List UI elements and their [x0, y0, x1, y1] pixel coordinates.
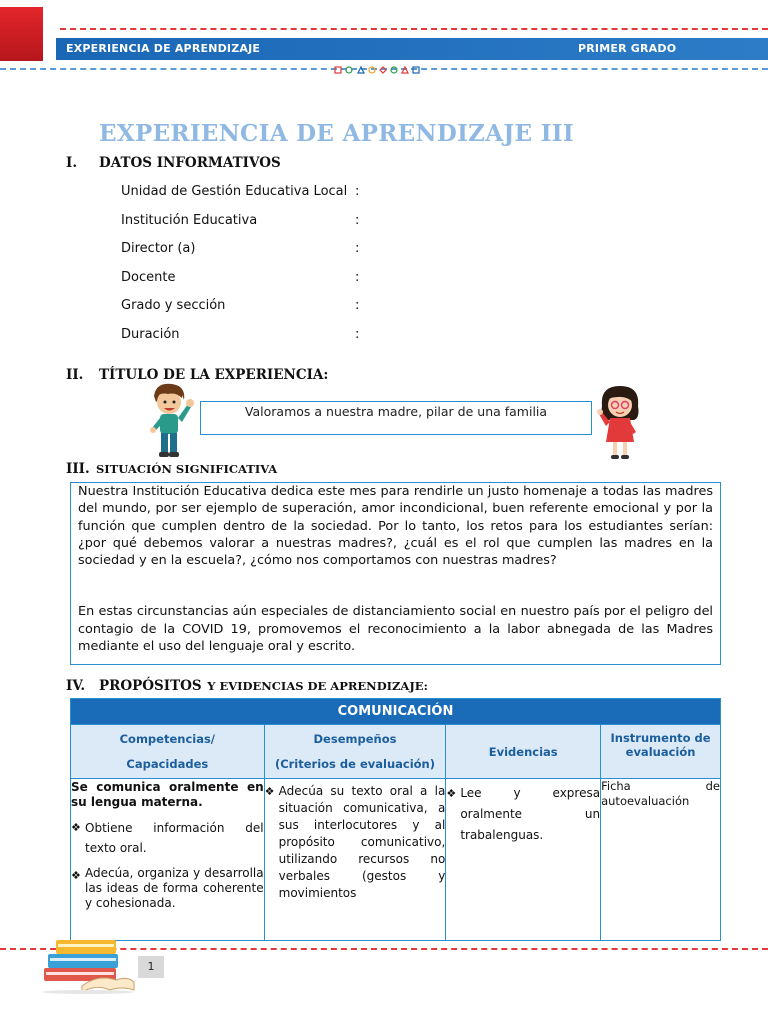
page-number: 1 — [138, 956, 164, 978]
info-label-institucion: Institución Educativa — [121, 213, 258, 228]
table-cell-desempenos — [264, 779, 446, 941]
section-1-number: I. — [66, 155, 78, 171]
situacion-significativa-box — [70, 482, 721, 665]
capacidad-item-1 — [71, 818, 264, 858]
info-row-grado — [99, 298, 360, 313]
table-cell-evidencias — [446, 779, 601, 941]
evidencia-item — [446, 783, 600, 846]
evidencia-text: Lee y expresa oralmente un trabalenguas. — [460, 786, 601, 842]
experience-title-box: Valoramos a nuestra madre, pilar de una familia — [200, 401, 592, 435]
info-colon: : — [355, 270, 360, 285]
section-4-title-b: Y EVIDENCIAS DE APRENDIZAJE: — [207, 679, 428, 693]
info-label-docente: Docente — [121, 270, 176, 285]
boy-illustration-icon — [146, 382, 196, 462]
header-right-label: PRIMER GRADO — [578, 42, 677, 55]
column-header-desempenos-line2: (Criterios de evaluación) — [274, 757, 435, 771]
table-cell-instrumento — [601, 779, 721, 941]
desempeno-item — [265, 783, 446, 902]
section-4-heading — [66, 675, 428, 694]
section-3-heading — [66, 458, 277, 477]
header-bar — [56, 38, 768, 60]
info-colon: : — [355, 298, 360, 313]
info-colon: : — [355, 327, 360, 342]
desempeno-text: Adecúa su texto oral a la situación comunicativa, a sus interlocutores y al propósito comunicativo, utilizando recursos no verbales (gestos y movimientos — [278, 784, 446, 900]
diamond-bullet-icon: ❖ — [71, 869, 81, 882]
info-colon: : — [355, 241, 360, 256]
page-title: EXPERIENCIA DE APRENDIZAJE III — [99, 120, 574, 147]
section-1-title: DATOS INFORMATIVOS — [99, 155, 281, 171]
column-header-competencias-line2: Capacidades — [126, 757, 209, 771]
section-4-number: IV. — [66, 678, 86, 694]
table-area-header: COMUNICACIÓN — [71, 699, 721, 725]
info-row-duracion — [99, 327, 360, 342]
column-header-competencias-line1: Competencias/ — [119, 732, 216, 746]
info-row-docente — [99, 270, 360, 285]
capacidad-item-2 — [71, 866, 264, 911]
books-illustration-icon — [38, 936, 138, 994]
section-3-title: SITUACIÓN SIGNIFICATIVA — [96, 462, 278, 476]
info-label-ugel: Unidad de Gestión Educativa Local — [121, 184, 348, 199]
competencia-text: Se comunica oralmente en su lengua materna. — [71, 780, 264, 809]
column-header-desempenos-line1: Desempeños — [313, 732, 397, 746]
section-2-title: TÍTULO DE LA EXPERIENCIA: — [99, 367, 329, 383]
decorative-shapes-icon — [334, 64, 434, 76]
table-cell-competencias — [71, 779, 265, 941]
girl-illustration-icon — [596, 384, 644, 464]
info-row-institucion — [99, 213, 360, 228]
section-4-title-a: PROPÓSITOS — [99, 678, 202, 694]
diamond-bullet-icon: ❖ — [264, 785, 275, 798]
header-red-block — [0, 7, 43, 61]
situacion-paragraph-2: En estas circunstancias aún especiales de distanciamiento social en nuestro país por el peligro del contagio de la COVID 19, promovemos el reconocimiento a la labor abnegada de las Madres mediante el uso del lenguaje oral y escrito. — [78, 604, 713, 655]
situacion-paragraph-1: Nuestra Institución Educativa dedica este mes para rendirle un justo homenaje a todas las madres del mundo, por ser ejemplo de superación, amor incondicional, buen referente emocional y por la función que cumplen dentro de la sociedad. Por lo tanto, los retos para los estudiantes serían: ¿por qué debemos valorar a nuestras madres?, ¿cuál es el rol que cumplen las madres en la sociedad y en la escuela?, ¿cómo nos comportamos con nuestras madres? — [78, 484, 713, 569]
info-row-director — [99, 241, 360, 256]
column-header-desempenos — [264, 725, 446, 779]
diamond-bullet-icon: ❖ — [71, 821, 81, 834]
info-label-grado: Grado y sección — [121, 298, 226, 313]
info-label-duracion: Duración — [121, 327, 180, 342]
section-2-heading — [66, 367, 328, 383]
header-dashed-line — [60, 28, 768, 30]
capacidad-2-text: Adecúa, organiza y desarrolla las ideas de forma coherente y cohesionada. — [85, 866, 264, 910]
instrumento-text: Ficha de autoevaluación — [601, 779, 720, 808]
section-1-heading — [66, 155, 281, 171]
header-left-label: EXPERIENCIA DE APRENDIZAJE — [66, 42, 261, 55]
info-colon: : — [355, 184, 360, 199]
column-header-competencias — [71, 725, 265, 779]
column-header-instrumento: Instrumento de evaluación — [601, 725, 721, 779]
info-label-director: Director (a) — [121, 241, 196, 256]
column-header-evidencias: Evidencias — [446, 725, 601, 779]
info-row-ugel — [99, 184, 360, 199]
section-3-number: III. — [66, 461, 90, 477]
diamond-bullet-icon: ❖ — [446, 787, 457, 800]
propositos-table — [70, 698, 721, 941]
capacidad-1-text: Obtiene información del texto oral. — [85, 821, 264, 855]
info-colon: : — [355, 213, 360, 228]
section-2-number: II. — [66, 367, 84, 383]
